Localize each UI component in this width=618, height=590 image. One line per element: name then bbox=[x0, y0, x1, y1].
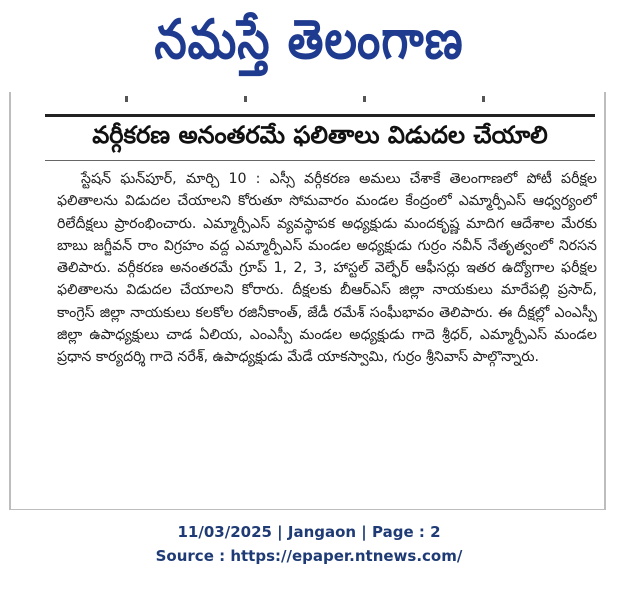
masthead bbox=[0, 0, 618, 92]
remnant-mark bbox=[482, 96, 485, 102]
article-headline: వర్గీకరణ అనంతరమే ఫలితాలు విడుదల చేయాలి bbox=[92, 121, 548, 149]
newspaper-logo: నమస్తే తెలంగాణ bbox=[154, 7, 464, 71]
remnant-mark bbox=[363, 96, 366, 102]
article-paragraph: స్టేషన్ ఘన్‌పూర్, మార్చి 10 : ఎస్సీ వర్గీకరణ అమలు చేశాకే తెలంగాణలో పోటీ పరీక్షల ఫలితాలను విడుదల చేయాలని కోరుతూ సోమవారం మండల కేంద్రంలో ఎమ్మార్పీఎస్ ఆధ్వర్యంలో రిలేదీక్షలు ప్రారంభించారు. ఎమ్మార్పీఎస్ వ్యవస్థాపక అధ్యక్షుడు మందకృష్ణ మాదిగ ఆదేశాల మేరకు బాబు జగ్జీవన్ రాం విగ్రహం వద్ద ఎమ్మార్పీఎస్ మండల అధ్యక్షుడు గుర్రం నవీన్ నేతృత్వంలో నిరసన తెలిపారు. వర్గీకరణ అనంతరమే గ్రూప్ 1, 2, 3, హాస్టల్ వెల్ఫేర్ ఆఫీసర్లు ఇతర ఉద్యోగాల ఫరీక్షల ఫలితాలను విడుదల చేయాలని కోరారు. దీక్షలకు బీఆర్ఎస్ జిల్లా నాయకులు మారేపల్లి ప్రసాద్, కాంగ్రెస్ జిల్లా నాయకులు కలకోల రజినీకాంత్, జేడీ రమేశ్ సంఘీభావం తెలిపారు. ఈ దీక్షల్లో ఎంఎస్పీ జిల్లా ఉపాధ్యక్షులు చాడ ఏలియ, ఎంఎస్పీ మండల అధ్యక్షుడు గాదె శ్రీధర్, ఎమ్మార్పీఎస్ మండల ప్రధాన కార్యదర్శి గాదె నరేశ్, ఉపాధ్యక్షుడు మేడే యాకస్వామి, గుర్రం శ్రీనివాస్ పాల్గొన్నారు. bbox=[57, 171, 597, 366]
headline-bottom-rule bbox=[45, 160, 595, 161]
remnant-mark bbox=[244, 96, 247, 102]
remnant-mark bbox=[125, 96, 128, 102]
clipping-meta: 11/03/2025 | Jangaon | Page : 2 bbox=[177, 523, 441, 541]
headline-top-rule bbox=[45, 114, 595, 117]
cropped-text-remnant bbox=[125, 96, 485, 104]
source-link[interactable]: Source : https://epaper.ntnews.com/ bbox=[155, 547, 463, 565]
article-body bbox=[57, 168, 597, 498]
